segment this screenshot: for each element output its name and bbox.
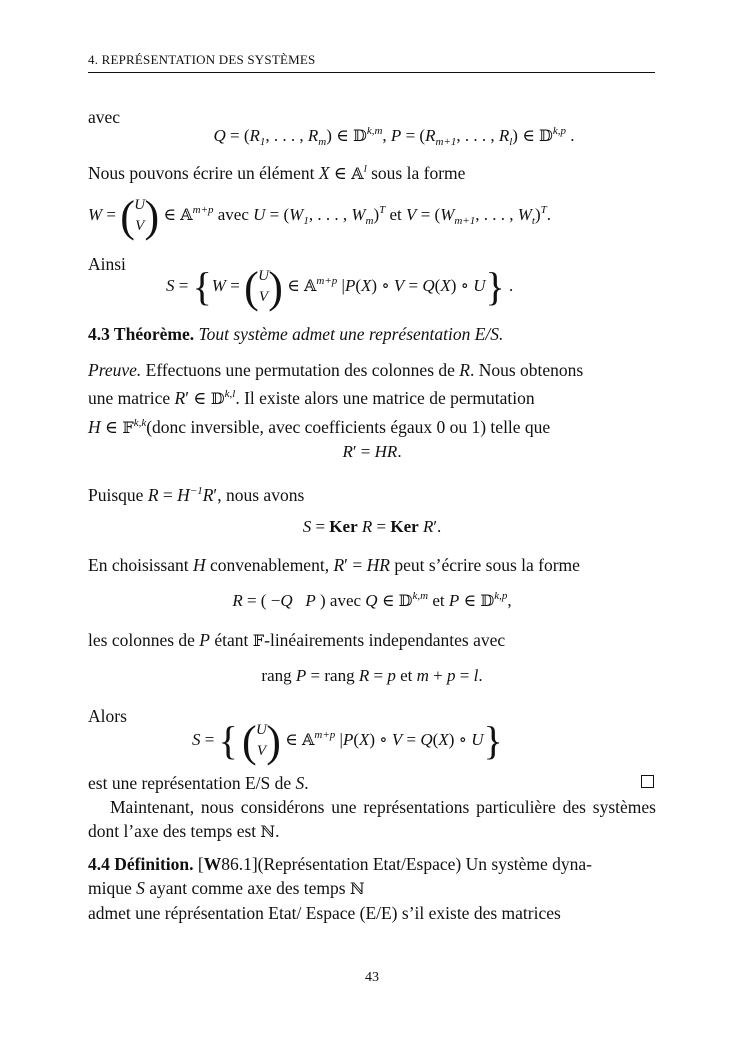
proof-text-2b: . Il existe alors une matrice de permutation: [235, 388, 535, 408]
proof-text-2a: une matrice: [88, 388, 171, 408]
rang-text-2: rang: [324, 666, 355, 685]
definition-text-2b: ayant comme axe des temps: [149, 878, 346, 898]
nous-avons-text: , nous avons: [217, 485, 305, 505]
equation-r-block: R = ( −Q P ) avec Q ∈ 𝔻$^{k,m}$ et P ∈ 𝔻$^{k,p}$,: [232, 590, 512, 610]
equation-qp: $Q = (R_1$, . . . , $R_m$) ∈ 𝔻$^{k,m}$, $P = (R_{m+1}$, . . . , $R_l$) ∈ 𝔻$^{k,p}$ .: [213, 125, 575, 148]
proof-text-3c: ou: [449, 417, 468, 437]
vector-uv: ( U V ): [120, 192, 160, 241]
qed-square-icon: [641, 775, 654, 788]
maintenant-text: Maintenant, nous considérons une représentations particulière des systèmes dont l’axe des temps est: [88, 797, 656, 841]
avec-line: avec: [88, 107, 121, 127]
theorem-4-3: [88, 322, 656, 346]
equation-s-set: S = {W = ( U V ) ∈ 𝔸$^{m+p}$ |P(X) ∘ V = Q(X) ∘ U} .: [166, 263, 514, 312]
puisque-text: Puisque: [88, 485, 144, 505]
running-header: 4. REPRÉSENTATION DES SYSTÈMES: [88, 52, 655, 73]
alors-line: Alors: [88, 706, 127, 726]
colonnes-text-a: les colonnes de: [88, 630, 195, 650]
choisissant-text: En choisissant: [88, 555, 189, 575]
equation-w: W = ( U V ) ∈ 𝔸$^{m+p}$ avec $U = (W_1$, . . . , $W_m)^T$ et $V = (W_{m+1}$, . . . , $W_t)^T$.: [88, 192, 552, 241]
ainsi-line: Ainsi: [88, 254, 126, 274]
peut-ecrire-text: peut s’écrire sous la forme: [394, 555, 580, 575]
equation-r-hr: R′ = HR.: [342, 442, 402, 461]
definition-cite-rest: 86.1]: [221, 854, 258, 874]
avec-eq-text: avec: [329, 591, 362, 610]
proof-paragraph: Preuve. Effectuons une permutation des colonnes de R. Nous obtenons une matrice R′ ∈ 𝔻$^{k,l}$. Il existe alors une matrice de permutation H ∈ 𝔽$^{k,k}$(donc inversible, avec coefficients égaux 0 ou 1) telle que: [88, 360, 584, 437]
definition-cite-bold: W: [203, 854, 222, 874]
puisque-line: Puisque $R = H^{-1}R'$, nous avons: [88, 485, 305, 505]
proof-text-1b: . Nous obtenons: [469, 360, 584, 380]
est-repr-text: est une représentation E/S de: [88, 773, 292, 793]
rang-text-1: rang: [261, 666, 292, 685]
proof-text-3b: (donc inversible, avec coefficients égaux: [146, 417, 433, 437]
proof-text-1: Effectuons une permutation des colonnes de: [145, 360, 455, 380]
definition-text-2a: mique: [88, 878, 132, 898]
et-rang-text: et: [400, 666, 413, 685]
proof-text-3d: ) telle que: [480, 417, 551, 437]
est-repr-line: est une représentation E/S de S.: [88, 773, 309, 793]
equation-ker: S = Ker R = Ker R′.: [302, 517, 442, 536]
definition-label: 4.4 Définition.: [88, 854, 194, 874]
et-inline: et: [389, 204, 402, 224]
colonnes-line: les colonnes de P étant 𝔽-linéairements independantes avec: [88, 630, 506, 650]
maintenant-paragraph: Maintenant, nous considérons une représentations particulière des systèmes dont l’axe des temps est ℕ.: [88, 797, 656, 841]
colonnes-text-c: -linéairements independantes avec: [264, 630, 506, 650]
equation-s-final: S = { ( U V ) ∈ 𝔸$^{m+p}$ |P(X) ∘ V = Q(X) ∘ U}: [192, 717, 503, 766]
write-element-outro: sous la forme: [371, 163, 466, 183]
theorem-label: 4.3 Théorème.: [88, 324, 195, 344]
convenablement-text: convenablement,: [210, 555, 330, 575]
definition-text-1: (Représentation Etat/Espace) Un système dyna-: [257, 854, 592, 874]
proof-label: Preuve.: [88, 360, 142, 380]
definition-4-4: 4.4 Définition. [W86.1](Représentation Etat/Espace) Un système dyna- mique S ayant comme axe des temps ℕ admet une réprésentation Etat/ Espace (E/E) s’il existe des matrices: [88, 854, 592, 923]
page-number: 43: [365, 970, 379, 985]
equation-rang: rang P = rang R = p et m + p = l.: [261, 666, 483, 685]
definition-text-3: admet une réprésentation Etat/ Espace (E/E) s’il existe des matrices: [88, 903, 561, 923]
et-eq-text: et: [432, 591, 445, 610]
write-element-line: Nous pouvons écrire un élément X ∈ 𝔸$^l$ sous la forme: [88, 163, 466, 183]
colonnes-text-b: étant: [214, 630, 249, 650]
theorem-text: Tout système admet une représentation E/S.: [198, 324, 504, 344]
avec-inline: avec: [217, 204, 249, 224]
choisissant-line: En choisissant H convenablement, R′ = HR peut s’écrire sous la forme: [88, 555, 580, 575]
write-element-intro: Nous pouvons écrire un élément: [88, 163, 315, 183]
